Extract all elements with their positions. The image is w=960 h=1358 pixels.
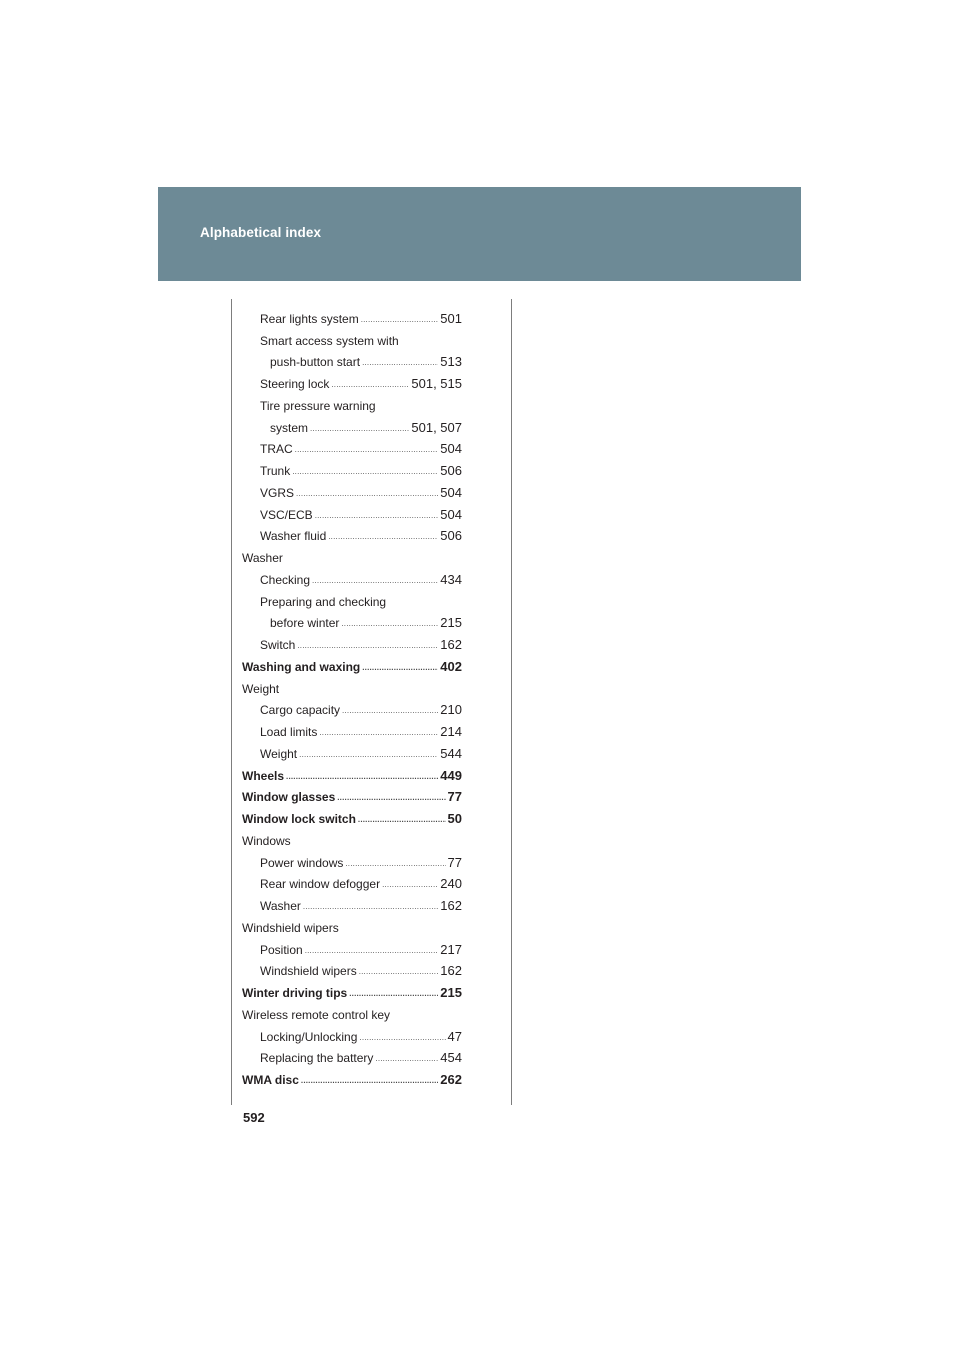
index-entry <box>242 826 462 848</box>
leader-dots <box>310 424 409 435</box>
index-entry <box>242 1044 462 1066</box>
index-entry-label: Smart access system with <box>260 333 399 348</box>
index-entry-label: Window glasses <box>242 790 336 805</box>
leader-dots <box>345 859 445 870</box>
index-entry <box>242 413 462 435</box>
index-entry-page[interactable]: 501, 507 <box>411 419 462 435</box>
leader-dots <box>303 902 438 913</box>
index-entry-label: Wireless remote control key <box>242 1007 391 1022</box>
index-entry <box>242 696 462 718</box>
index-entry-label: Washing and waxing <box>242 659 361 674</box>
index-entry-label: TRAC <box>260 442 293 457</box>
index-entry-page[interactable]: 162 <box>440 637 462 652</box>
index-entry-page[interactable]: 215 <box>440 615 462 631</box>
index-entry-label: Trunk <box>260 464 291 478</box>
index-entry <box>242 456 462 478</box>
page-number: 592 <box>243 1110 265 1125</box>
index-entry-label: Windows <box>242 833 291 848</box>
index-column <box>242 304 462 1087</box>
index-entry-label: Tire pressure warning <box>260 398 376 413</box>
index-entry <box>242 348 462 370</box>
index-entry <box>242 935 462 957</box>
column-divider-left <box>231 299 232 1105</box>
index-entry-label: WMA disc <box>242 1073 299 1087</box>
index-entry <box>242 870 462 892</box>
leader-dots <box>349 989 438 1000</box>
index-entry-label: Replacing the battery <box>260 1051 374 1066</box>
index-entry <box>242 652 462 674</box>
index-entry-label: Weight <box>260 746 298 761</box>
leader-dots <box>305 946 439 957</box>
index-entry-label: Windshield wipers <box>260 964 357 979</box>
index-entry <box>242 543 462 565</box>
header-band <box>158 187 801 281</box>
index-entry-page[interactable]: 262 <box>440 1072 462 1087</box>
index-entry <box>242 674 462 696</box>
index-entry <box>242 891 462 913</box>
leader-dots <box>286 772 438 783</box>
leader-dots <box>375 1054 438 1065</box>
leader-dots <box>299 750 438 761</box>
index-entry <box>242 978 462 1000</box>
leader-dots <box>315 511 439 522</box>
index-entry-label: before winter <box>270 616 340 631</box>
leader-dots <box>361 315 439 326</box>
index-entry-page[interactable]: 77 <box>447 854 462 870</box>
leader-dots <box>296 489 438 500</box>
leader-dots <box>362 358 438 369</box>
index-entry-label: VGRS <box>260 485 295 500</box>
index-entry-label: Winter driving tips <box>242 986 348 1000</box>
index-entry <box>242 326 462 348</box>
index-entry <box>242 391 462 413</box>
index-entry <box>242 804 462 826</box>
index-entry-label: Switch <box>260 638 296 652</box>
index-entry-page[interactable]: 504 <box>440 484 462 500</box>
index-entry <box>242 609 462 631</box>
index-entry-label: Rear window defogger <box>260 877 381 892</box>
index-entry <box>242 522 462 544</box>
index-entry-page[interactable]: 454 <box>440 1050 462 1066</box>
index-entry-page[interactable]: 47 <box>447 1028 462 1044</box>
index-entry-page[interactable]: 402 <box>440 658 462 674</box>
index-entry-label: Cargo capacity <box>260 703 341 718</box>
leader-dots <box>358 815 446 826</box>
index-entry-label: Load limits <box>260 725 318 739</box>
leader-dots <box>292 467 438 478</box>
index-entry <box>242 1000 462 1022</box>
leader-dots <box>301 1076 438 1087</box>
leader-dots <box>295 445 439 456</box>
index-entry-label: Preparing and checking <box>260 594 387 609</box>
index-entry <box>242 587 462 609</box>
index-entry-page[interactable]: 162 <box>440 963 462 979</box>
leader-dots <box>319 728 438 739</box>
index-entry <box>242 1065 462 1087</box>
index-entry-page[interactable]: 513 <box>440 354 462 370</box>
index-entry-label: Position <box>260 942 303 957</box>
leader-dots <box>341 619 438 630</box>
index-entry <box>242 783 462 805</box>
index-entry-label: Wheels <box>242 768 285 783</box>
leader-dots <box>337 793 445 804</box>
index-entry-page[interactable]: 449 <box>440 767 462 783</box>
index-entry <box>242 500 462 522</box>
index-entry-label: Weight <box>242 681 280 696</box>
index-entry-page[interactable]: 504 <box>440 506 462 522</box>
leader-dots <box>359 967 439 978</box>
index-entry-page[interactable]: 214 <box>440 724 462 739</box>
index-entry-page[interactable]: 77 <box>447 789 462 805</box>
index-entry-page[interactable]: 434 <box>440 571 462 587</box>
index-entry <box>242 630 462 652</box>
index-entry-label: Windshield wipers <box>242 920 339 935</box>
index-entry-label: Locking/Unlocking <box>260 1029 358 1044</box>
index-entry-page[interactable]: 162 <box>440 898 462 913</box>
index-entry-label: push-button start <box>270 355 361 370</box>
index-entry <box>242 913 462 935</box>
index-entry-page[interactable]: 501 <box>440 310 462 326</box>
leader-dots <box>362 663 438 674</box>
index-entry-label: Checking <box>260 572 311 587</box>
index-entry-page[interactable]: 217 <box>440 941 462 957</box>
index-entry <box>242 1022 462 1044</box>
leader-dots <box>342 706 438 717</box>
leader-dots <box>328 532 438 543</box>
index-entry-page[interactable]: 215 <box>440 985 462 1000</box>
index-entry-label: Washer fluid <box>260 529 327 544</box>
index-entry <box>242 739 462 761</box>
index-entry-label: Window lock switch <box>242 812 356 826</box>
index-entry-page[interactable]: 50 <box>447 811 462 826</box>
index-entry <box>242 565 462 587</box>
index-entry-page[interactable]: 506 <box>440 528 462 544</box>
index-entry <box>242 957 462 979</box>
index-entry-label: Washer <box>260 899 301 913</box>
index-entry <box>242 848 462 870</box>
leader-dots <box>331 380 409 391</box>
index-entry-label: Washer <box>242 551 283 565</box>
index-entry-page[interactable]: 506 <box>440 463 462 478</box>
index-entry-page[interactable]: 240 <box>440 876 462 892</box>
column-divider-right <box>511 299 512 1105</box>
index-entry-label: Rear lights system <box>260 311 359 326</box>
leader-dots <box>297 641 438 652</box>
index-entry-page[interactable]: 544 <box>440 745 462 761</box>
index-entry <box>242 369 462 391</box>
index-entry <box>242 304 462 326</box>
index-entry <box>242 761 462 783</box>
index-entry-page[interactable]: 210 <box>440 702 462 718</box>
index-entry-label: system <box>270 420 309 435</box>
section-title: Alphabetical index <box>200 225 322 240</box>
leader-dots <box>312 576 438 587</box>
index-entry <box>242 478 462 500</box>
index-entry-label: Steering lock <box>260 377 330 391</box>
index-entry-label: VSC/ECB <box>260 507 313 522</box>
index-entry-label: Power windows <box>260 855 344 870</box>
leader-dots <box>382 880 438 891</box>
index-entry-page[interactable]: 504 <box>440 441 462 457</box>
leader-dots <box>359 1033 445 1044</box>
index-entry <box>242 717 462 739</box>
index-entry <box>242 435 462 457</box>
index-entry-page[interactable]: 501, 515 <box>411 376 462 391</box>
